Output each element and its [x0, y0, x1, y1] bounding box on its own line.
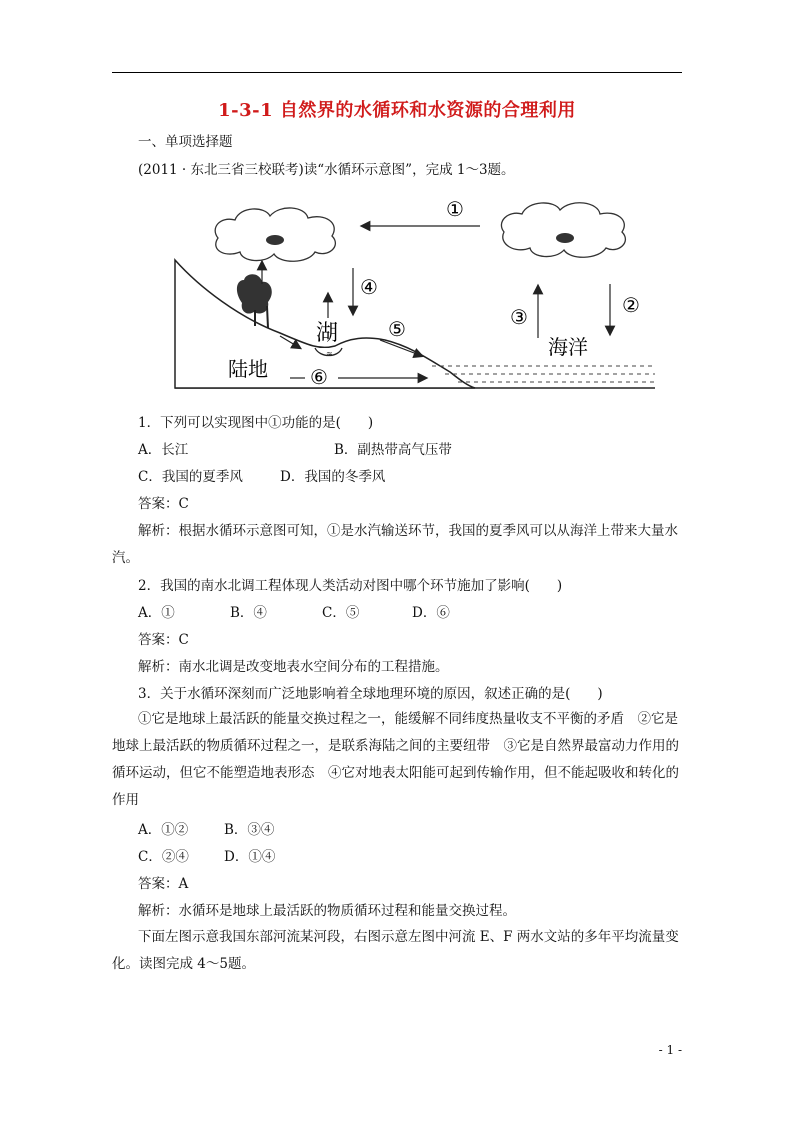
- page-title: 1-3-1 自然界的水循环和水资源的合理利用: [218, 100, 576, 121]
- q2-analysis: 解析：南水北调是改变地表水空间分布的工程措施。: [138, 659, 449, 675]
- cloud-right-icon: [501, 203, 625, 258]
- label-ocean: 海洋: [548, 335, 588, 359]
- label-2: ②: [622, 293, 640, 317]
- label-land: 陆地: [228, 357, 268, 381]
- svg-text:≈: ≈: [326, 349, 333, 358]
- q3-statements: ①它是地球上最活跃的能量交换过程之一，能缓解不同纬度热量收支不平衡的矛盾 ②它是地球上最活跃的物质循环过程之一，是联系海陆之间的主要纽带 ③它是自然界最富动力作用的循环运动，但它不能塑造地表形态 ④它对地表太阳能可起到传输作用，但不能起吸收和转化的作用: [112, 711, 679, 808]
- q2-answer: 答案：C: [138, 632, 189, 648]
- q1-analysis: 解析：根据水循环示意图可知，①是水汽输送环节，我国的夏季风可以从海洋上带来大量水汽。: [112, 523, 678, 566]
- q3-option-c: C．②④: [138, 849, 189, 865]
- q2-option-b: B．④: [230, 605, 267, 621]
- q2-option-d: D．⑥: [412, 605, 450, 621]
- q2-option-a: A．①: [138, 605, 175, 621]
- q3-analysis: 解析：水循环是地球上最活跃的物质循环过程和能量交换过程。: [138, 903, 516, 919]
- q1-option-d: D．我国的冬季风: [280, 469, 386, 485]
- label-lake: 湖: [316, 321, 339, 346]
- header-rule: [112, 72, 682, 73]
- q1-stem: 1．下列可以实现图中①功能的是( ): [138, 415, 374, 431]
- q3-option-a: A．①②: [138, 822, 189, 838]
- question-intro: (2011 · 东北三省三校联考)读“水循环示意图”，完成 1～3题。: [138, 162, 515, 178]
- page-number: - 1 -: [658, 1043, 682, 1057]
- next-intro: 下面左图示意我国东部河流某河段，右图示意左图中河流 E、F 两水文站的多年平均流量变化。读图完成 4～5题。: [112, 929, 679, 972]
- label-1: ①: [446, 197, 464, 221]
- q3-option-d: D．①④: [224, 849, 276, 865]
- q3-stem: 3．关于水循环深刻而广泛地影响着全球地理环境的原因，叙述正确的是( ): [138, 686, 603, 702]
- label-6: ⑥: [310, 365, 328, 389]
- label-4: ④: [360, 275, 378, 299]
- label-5: ⑤: [388, 317, 406, 341]
- q1-answer: 答案：C: [138, 496, 189, 512]
- q3-answer: 答案：A: [138, 876, 189, 892]
- q1-option-a: A．长江: [138, 442, 189, 458]
- q1-option-b: B．副热带高气压带: [334, 442, 452, 458]
- water-cycle-figure: [170, 188, 660, 398]
- section-heading: 一、单项选择题: [138, 134, 233, 150]
- q1-option-c: C．我国的夏季风: [138, 469, 243, 485]
- q2-option-c: C．⑤: [322, 605, 360, 621]
- cloud-left-icon: [215, 208, 335, 261]
- label-3: ③: [510, 305, 528, 329]
- q3-option-b: B．③④: [224, 822, 275, 838]
- q2-stem: 2．我国的南水北调工程体现人类活动对图中哪个环节施加了影响( ): [138, 578, 563, 594]
